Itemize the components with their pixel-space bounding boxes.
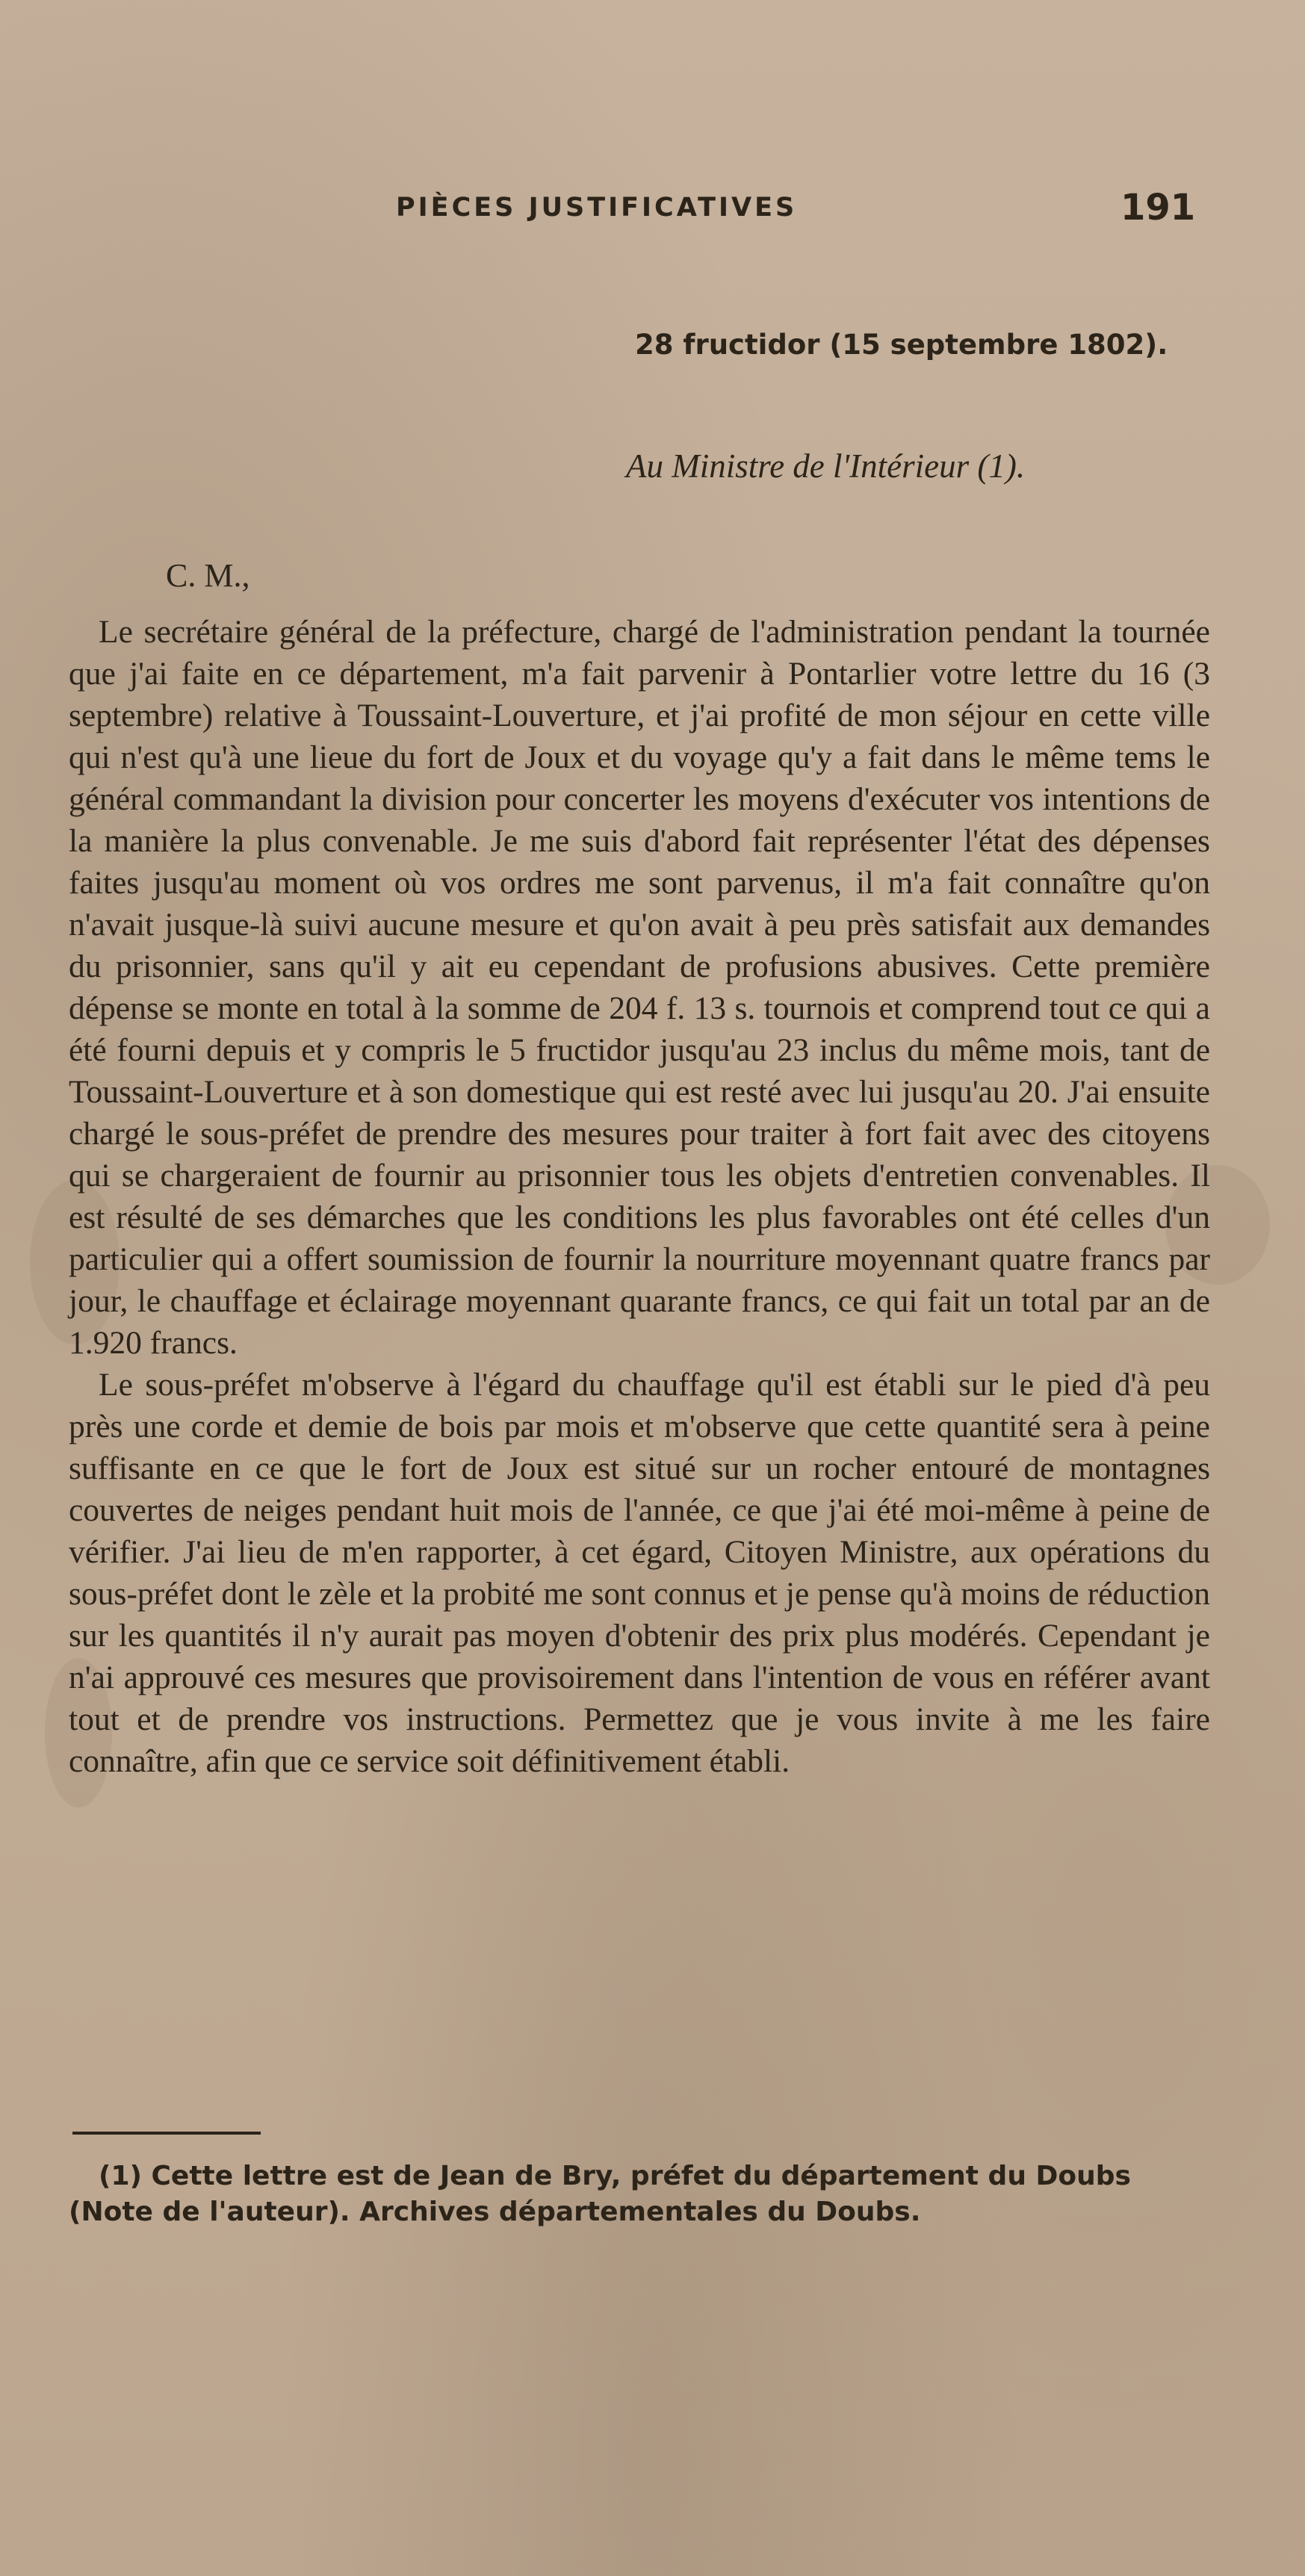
footnote: (1) Cette lettre est de Jean de Bry, préfet du département du Doubs (Note de l'auteur). Archives départementales du Doubs.	[69, 2161, 1131, 2227]
page-number: 191	[1120, 187, 1196, 229]
running-title: PIÈCES JUSTIFICATIVES	[396, 193, 798, 223]
body-paragraph: Le secrétaire général de la préfecture, chargé de l'administration pendant la tournée que j'ai faite en ce département, m'a fait parvenir à Pontarlier votre lettre du 16 (3 septembre) relative à Toussaint-Louverture, et j'ai profité de mon séjour en cette ville qui n'est qu'à une lieue du fort de Joux et du voyage qu'y a fait dans le même tems le général commandant la division pour concerter les moyens d'exécuter vos intentions de la manière la plus convenable. Je me suis d'abord fait représenter l'état des dépenses faites jusqu'au moment où vos ordres me sont parvenus, il m'a fait connaître qu'on n'avait jusque-là suivi aucune mesure et qu'on avait à peu près satisfait aux demandes du prisonnier, sans qu'il y ait eu cependant de profusions abusives. Cette première dépense se monte en total à la somme de 204 f. 13 s. tournois et comprend tout ce qui a été fourni depuis et y compris le 5 fructidor jusqu'au 23 inclus du même mois, tant de Toussaint-Louverture et à son domestique qui est resté avec lui jusqu'au 20. J'ai ensuite chargé le sous-préfet de prendre des mesures pour traiter à fort fait avec des citoyens qui se chargeraient de fournir au prisonnier tous les objets d'entretien convenables. Il est résulté de ses démarches que les conditions les plus favorables ont été celles d'un particulier qui a offert soumission de fournir la nourriture moyennant quatre francs par jour, le chauffage et éclairage moyennant quarante francs, ce qui fait un total par an de 1.920 francs.	[69, 614, 1210, 1361]
body-paragraph: Le sous-préfet m'observe à l'égard du chauffage qu'il est établi sur le pied d'à peu près une corde et demie de bois par mois et m'observe que cette quantité sera à peine suffisante en ce que le fort de Joux est situé sur un rocher entouré de montagnes couvertes de neiges pendant huit mois de l'année, ce que j'ai été moi-même à peine de vérifier. J'ai lieu de m'en rapporter, à cet égard, Citoyen Ministre, aux opérations du sous-préfet dont le zèle et la probité me sont connus et je pense qu'à moins de réduction sur les quantités il n'y aurait pas moyen d'obtenir des prix plus modérés. Cependant je n'ai approuvé ces mesures que provisoirement dans l'intention de vous en référer avant tout et de prendre vos instructions. Permettez que je vous invite à me les faire connaître, afin que ce service soit définitivement établi.	[69, 1367, 1210, 1779]
letter-salutation: C. M.,	[166, 557, 250, 594]
letter-date: 28 fructidor (15 septembre 1802).	[635, 329, 1168, 361]
footnote-rule	[72, 2132, 261, 2135]
letter-body	[69, 611, 1210, 1782]
letter-addressee: Au Ministre de l'Intérieur (1).	[626, 447, 1026, 485]
